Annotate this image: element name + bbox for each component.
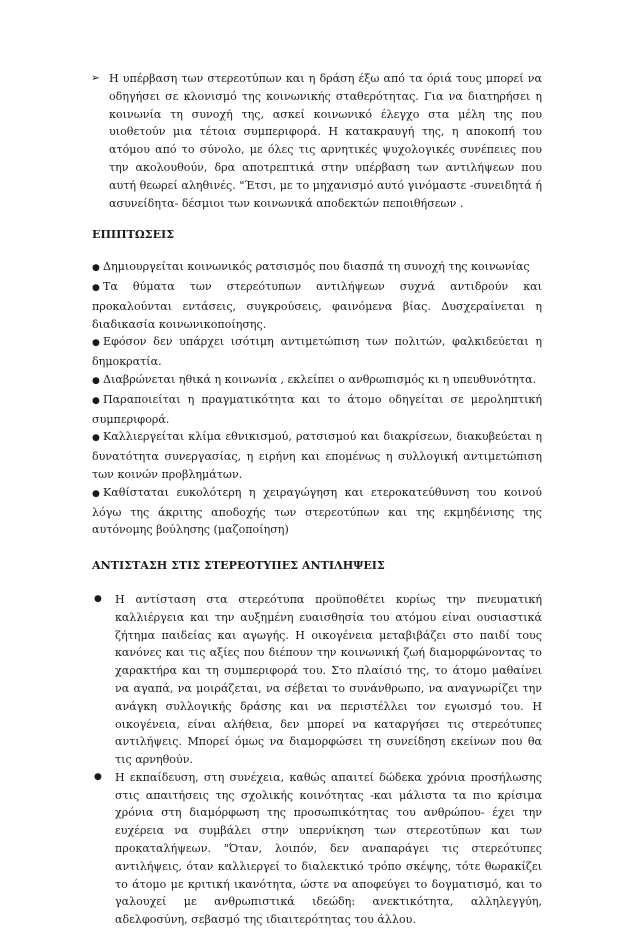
bullet-icon: ●	[92, 375, 100, 386]
bullet-icon: ●	[94, 771, 102, 782]
list-item: ● Τα θύματα των στερεότυπων αντιλήψεων συχνά αντιδρούν και προκαλούνται εντάσεις, συγκρούσεις, φαινόμενα βίας. Δυσχεραίνεται η διαδικασία κοινωνικοποίησης.	[92, 279, 542, 331]
list-item: ● Καλλιεργείται κλίμα εθνικισμού, ρατσισμού και διακρίσεων, διακυβεύεται η δυνατότητα συνεργασίας, η ειρήνη και επομένως η συλλογική αντιμετώπιση των κοινών προβλημάτων.	[92, 430, 542, 481]
list-item: ● Καθίσταται ευκολότερη η χειραγώγηση και ετεροκατεύθυνση του κοινού λόγω της άκριτης αποδοχής των στερεοτύπων και της εκμηδένισης της αυτόνομης βούλησης (μαζοποίηση)	[92, 485, 542, 537]
resistance-list	[92, 591, 542, 929]
bullet-icon: ●	[92, 282, 100, 293]
bullet-icon: ●	[92, 433, 100, 444]
section-heading-consequences: ΕΠΙΠΤΩΣΕΙΣ	[92, 228, 175, 242]
intro-text: Η υπέρβαση των στερεοτύπων και η δράση έξω από τα όριά τους μπορεί να οδηγήσει σε κλονισμό της κοινωνικής σταθερότητας. Για να διατηρήσει η κοινωνία τη συνοχή της, ασκεί κοινωνικό έλεγχο στα μέλη της που υιοθετούν μια τέτοια συμπεριφορά. Η κατακραυγή της, η αποκοπή του ατόμου από το σύνολο, με όλες τις αρνητικές ψυχολογικές συνέπειες που την ακολουθούν, δρα αποτρεπτικά στην υπέρβαση των αντιλήψεων που αυτή θεωρεί αληθινές. "Έτσι, με το μηχανισμό αυτό γινόμαστε -συνειδητά ή ασυνείδητα- δέσμιοι των κοινωνικά αποδεκτών πεποιθήσεων .	[109, 72, 542, 210]
list-item: ● Εφόσον δεν υπάρχει ισότιμη αντιμετώπιση των πολιτών, φαλκιδεύεται η δημοκρατία.	[92, 335, 542, 369]
list-item: ● Η εκπαίδευση, στη συνέχεια, καθώς απαιτεί δώδεκα χρόνια προσήλωσης στις απαιτήσεις της σχολικής κοινότητας -και μάλιστα τα πιο κρίσιμα χρόνια στη διαμόρφωση της προσωπικότητας του ανθρώπου- έχει την ευχέρεια να συμβάλει στην υπερνίκηση των στερεοτύπων και των προκαταλήψεων. "Όταν, λοιπόν, δεν αναπαράγει τις στερεότυπες αντιλήψεις, όταν καλλιεργεί το διαλεκτικό τρόπο σκέψης, τότε θωρακίζει το άτομο με κριτική ικανότητα, ώστε να αποφεύγει το δογματισμό, και το γαλουχεί με ανθρωπιστικά ιδεώδη: ανεκτικότητα, αλληλεγγύη, αδελφοσύνη, σεβασμό της ιδιαιτερότητας του άλλου.	[94, 770, 542, 927]
consequences-list	[92, 258, 542, 539]
list-item: ● Διαβρώνεται ηθικά η κοινωνία , εκλείπει ο ανθρωπισμός κι η υπευθυνότητα.	[92, 371, 542, 391]
bullet-icon: ●	[92, 488, 100, 499]
list-item: ● Δημιουργείται κοινωνικός ρατσισμός που διασπά τη συνοχή της κοινωνίας	[92, 258, 542, 278]
section-heading-resistance: ΑΝΤΙΣΤΑΣΗ ΣΤΙΣ ΣΤΕΡΕΟΤΥΠΕΣ ΑΝΤΙΛΗΨΕΙΣ	[92, 559, 385, 573]
bullet-icon: ●	[94, 593, 102, 604]
list-item: ● Παραποιείται η πραγματικότητα και το άτομο οδηγείται σε μεροληπτική συμπεριφορά.	[92, 392, 542, 426]
intro-paragraph	[92, 70, 542, 212]
list-item: ● Η αντίσταση στα στερεότυπα προϋποθέτει κυρίως την πνευματική καλλιέργεια και την αυξημένη ευαισθησία του ατόμου είναι ουσιαστικά ζήτημα παιδείας και αγωγής. Η οικογένεια μεταβιβάζει στο παιδί τους κανόνες και τις αξίες που διέπουν την κοινωνική ζωή διαμορφώνοντας το χαρακτήρα και τη συμπεριφορά του. Στο πλαίσιό της, το άτομο μαθαίνει να αγαπά, να μοιράζεται, να σέβεται το συνάνθρωπο, να αναγνωρίζει την ανάγκη συλλογικής δράσης και να περιστέλλει τον εγωισμό του. Η οικογένεια, είναι αλήθεια, δεν μπορεί να καταργήσει τις στερεότυπες αντιλήψεις. Μπορεί όμως να διαμορφώσει τη συνείδηση εκείνων που θα τις αρνηθούν.	[94, 592, 542, 767]
document-body	[92, 70, 542, 929]
bullet-icon: ●	[92, 395, 100, 406]
arrow-right-icon: ➢	[91, 72, 100, 84]
bullet-icon: ●	[92, 338, 100, 349]
bullet-icon: ●	[92, 263, 100, 274]
